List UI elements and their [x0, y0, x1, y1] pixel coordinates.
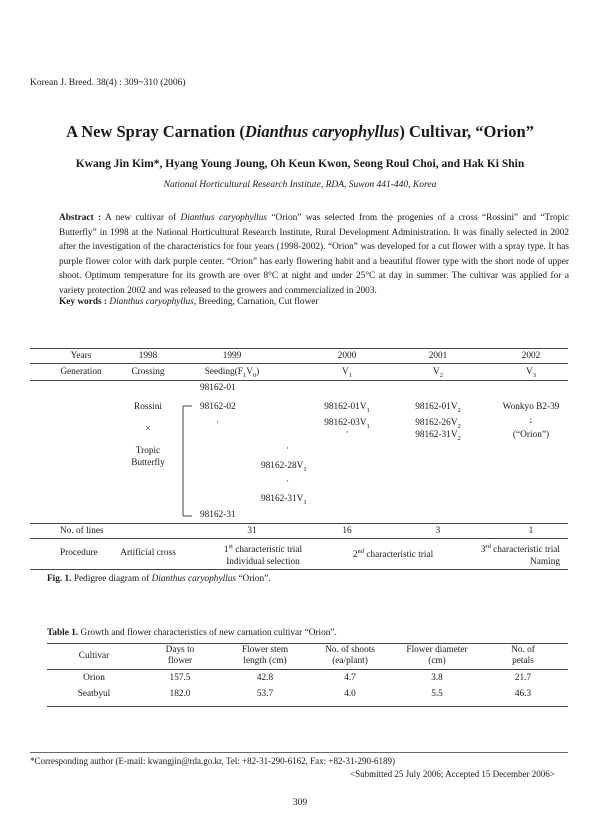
generation-label: Generation — [60, 367, 102, 377]
lines-count: 3 — [435, 526, 441, 536]
table-cell: 182.0 — [169, 689, 191, 699]
column-header: Years — [70, 351, 92, 361]
parent-rossini: Rossini — [134, 402, 162, 412]
paper-title: A New Spray Carnation (Dianthus caryophyllus) Cultivar, “Orion” — [66, 122, 534, 141]
table-cell: Seatbyul — [77, 689, 111, 699]
column-header: 2002 — [521, 351, 541, 361]
journal-reference: Korean J. Breed. 38(4) : 309~310 (2006) — [30, 78, 186, 88]
column-header: No. of petals — [511, 645, 535, 666]
table-rule — [47, 669, 568, 670]
line-98162-28v1: $98162-28V_1$ — [261, 461, 307, 473]
corresponding-author-footnote: *Corresponding author (E-mail: kwangjin@rda.go.kr, Tel: +82-31-290-6162, Fax: +82-31-290-6189) — [30, 756, 395, 766]
column-header: 1998 — [138, 351, 158, 361]
procedure-2002: 3rd characteristic trial Naming — [480, 543, 560, 568]
table-rule — [47, 706, 568, 707]
column-header: 2000 — [337, 351, 357, 361]
affiliation: National Horticultural Research Institute, RDA, Suwon 441-440, Korea — [163, 180, 437, 190]
submission-dates: <Submitted 25 July 2006; Accepted 15 December 2006> — [350, 769, 555, 779]
lines-label: No. of lines — [60, 526, 104, 536]
final-line: Wonkyo B2-39 — [502, 402, 560, 412]
table-cell: 3.8 — [431, 673, 443, 683]
procedure-1999: 1st characteristic trial Individual selection — [223, 543, 303, 568]
table-rule — [30, 348, 568, 349]
column-header: Flower diameter (cm) — [406, 645, 468, 666]
line-2001-b: $98162-26V_2$ — [415, 418, 461, 430]
abstract: Abstract : A new cultivar of Dianthus caryophyllus “Orion” was selected from the progenies of a cross “Rossini” and “Tropic Butterfly” in 1998 at the National Horticultural Research Institute, Rural Development Administration. It was finally selected in 2002 after the investigation of the characteristics for four years (1998-2002). “Orion” was developed for a cut flower with a spray type. It has purple flower color with dark purple center. “Orion” has early flowering habit and a beautiful flower type with the short node of upper shoot. Optimum temperature for its growth are over 8°C at night and under 25°C at day in summer. The cultivar was applied for a variety protection 2002 and was released to the growers and commercialized in 2003. — [59, 213, 569, 296]
line-98162-02: 98162-02 — [200, 402, 236, 412]
table-cell: 4.7 — [344, 673, 356, 683]
parent-tropic-butterfly: Tropic — [135, 446, 161, 456]
keywords: Key words : Dianthus caryophyllus, Breeding, Carnation, Cut flower — [59, 297, 319, 307]
generation-v2: $V_2$ — [433, 367, 443, 379]
table-cell: 42.8 — [256, 673, 274, 683]
final-cultivar-name: (“Orion”) — [512, 430, 550, 440]
table-caption: Table 1. Growth and flower characteristics of new carnation cultivar “Orion”. — [47, 628, 337, 638]
line-98162-01: 98162-01 — [200, 383, 236, 393]
column-header: Flower stem length (cm) — [241, 645, 289, 666]
table-rule — [47, 643, 568, 644]
column-header: Cultivar — [78, 651, 110, 661]
column-header: 1999 — [222, 351, 242, 361]
table-rule — [30, 363, 568, 364]
table-cell: 46.3 — [514, 689, 532, 699]
line-2001-c: $98162-31V_2$ — [415, 430, 461, 442]
procedure-label: Procedure — [60, 548, 98, 558]
down-arrow-icon: ↓ — [528, 416, 534, 426]
table-cell: 157.5 — [169, 673, 191, 683]
line-2000-b: $98162-03V_1$ — [324, 418, 370, 430]
column-header: No. of shoots (ea/plant) — [325, 645, 375, 666]
column-header: Days to flower — [165, 645, 195, 666]
table-cell: Orion — [83, 673, 105, 683]
line-98162-31: 98162-31 — [200, 510, 236, 520]
ellipsis-dot: · — [345, 428, 349, 438]
table-cell: 4.0 — [344, 689, 356, 699]
cross-symbol: × — [145, 424, 151, 434]
bracket-line — [178, 404, 194, 520]
procedure-1998: Artificial cross — [120, 548, 176, 558]
lines-count: 16 — [342, 526, 352, 536]
table-rule — [30, 523, 568, 524]
lines-count: 31 — [247, 526, 257, 536]
table-rule — [30, 538, 568, 539]
procedure-2000: 2nd characteristic trial — [352, 548, 434, 561]
ellipsis-dot: · — [216, 418, 220, 428]
line-2000-a: $98162-01V_1$ — [324, 402, 370, 414]
lines-count: 1 — [528, 526, 534, 536]
table-cell: 21.7 — [514, 673, 532, 683]
page-number: 309 — [292, 798, 308, 808]
generation-v1: $V_1$ — [342, 367, 352, 379]
parent-tropic-butterfly: Butterfly — [131, 458, 165, 468]
footnote-rule — [30, 752, 568, 753]
generation-v3: $V_3$ — [526, 367, 536, 379]
ellipsis-dot: · — [286, 444, 290, 454]
table-rule — [30, 380, 568, 381]
table-cell: 5.5 — [431, 689, 443, 699]
figure-caption: Fig. 1. Pedigree diagram of Dianthus caryophyllus “Orion”. — [47, 574, 271, 584]
author-list: Kwang Jin Kim*, Hyang Young Joung, Oh Keun Kwon, Seong Roul Choi, and Hak Ki Shin — [75, 158, 525, 170]
generation-crossing: Crossing — [131, 367, 165, 377]
table-rule — [30, 569, 568, 570]
column-header: 2001 — [428, 351, 448, 361]
ellipsis-dot: · — [286, 477, 290, 487]
line-98162-31v1: $98162-31V_1$ — [261, 494, 307, 506]
line-2001-a: $98162-01V_2$ — [415, 402, 461, 414]
table-cell: 53.7 — [256, 689, 274, 699]
generation-seeding: $Seeding(F_1V_0)$ — [204, 367, 260, 379]
